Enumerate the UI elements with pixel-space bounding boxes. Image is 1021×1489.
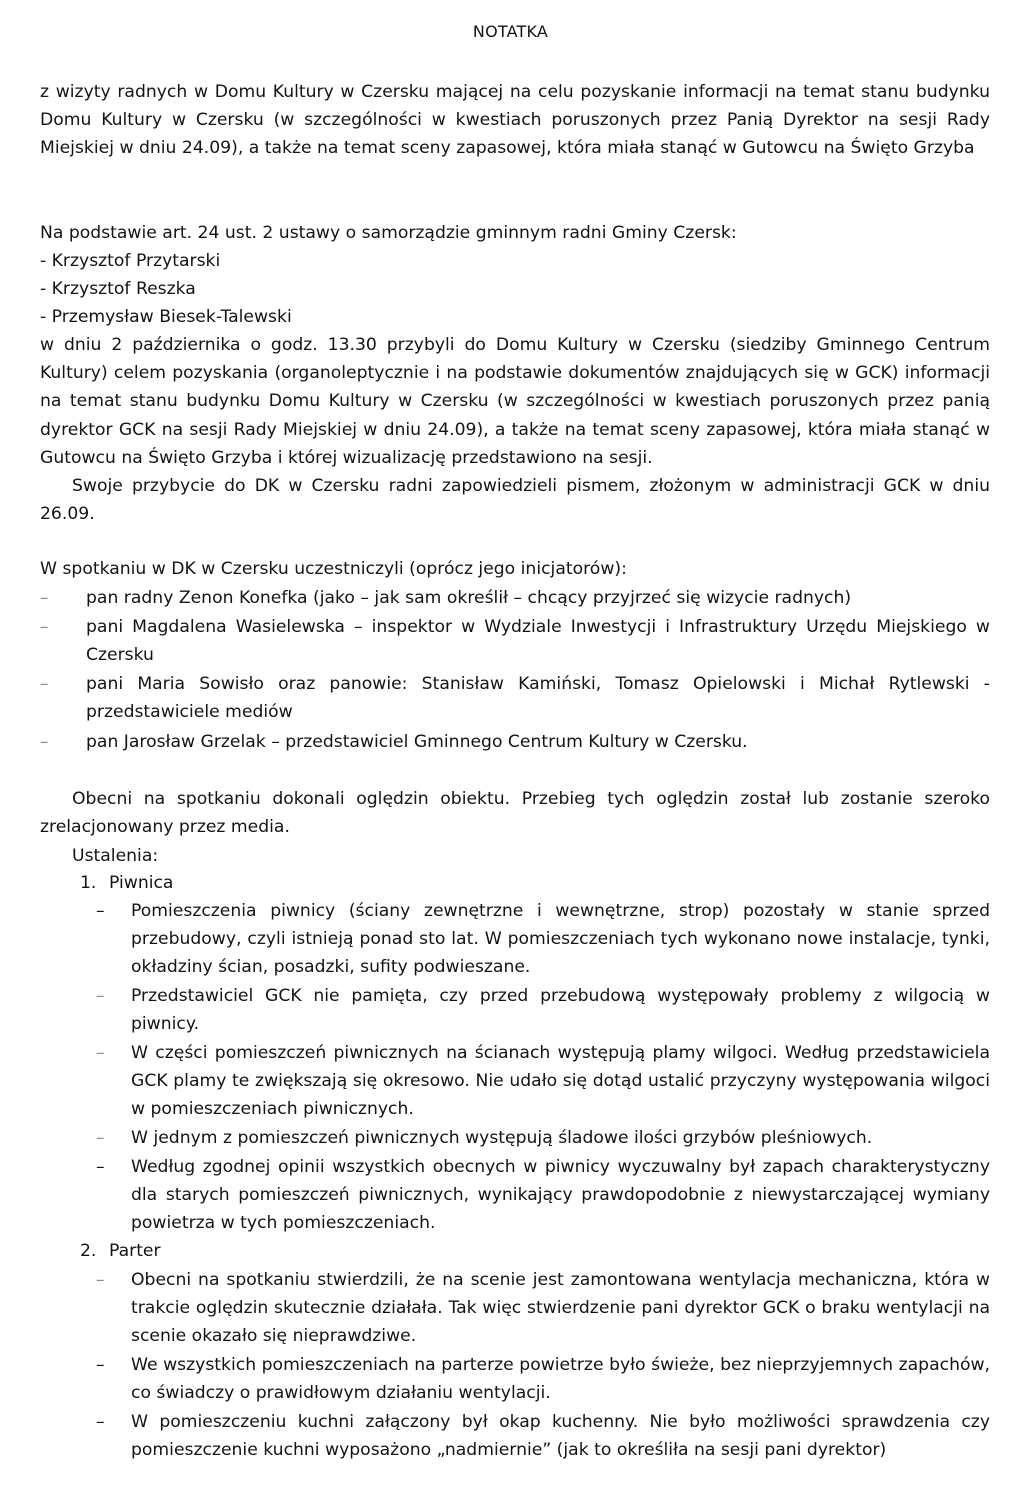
participant-item: pani Magdalena Wasielewska – inspektor w Wydziale Inwestycji i Infrastruktury Urzędu Miejskiego w Czersku [86,617,990,666]
participant-item: pani Maria Sowisło oraz panowie: Stanisław Kamiński, Tomasz Opielowski i Michał Rytlewski - przedstawiciele mediów [86,674,990,723]
page-title: NOTATKA [472,22,549,41]
dash-bullet: – [96,901,105,921]
finding-item: W części pomieszczeń piwnicznych na ścianach występują plamy wilgoci. Według przedstawiciela GCK plamy te zwiększają się okresowo. Nie udało się dotąd ustalić przyczyny występowania wilgoci w pomieszczeniach piwnicznych. [131,1043,990,1120]
dash-bullet: – [40,588,49,608]
participant-item: pan Jarosław Grzelak – przedstawiciel Gminnego Centrum Kultury w Czersku. [86,732,748,752]
legal-basis-text: Na podstawie art. 24 ust. 2 ustawy o samorządzie gminnym radni Gminy Czersk: [40,223,737,243]
dash-bullet: – [96,1270,105,1290]
finding-item: Przedstawiciel GCK nie pamięta, czy przed przebudową występowały problemy z wilgocią w piwnicy. [131,986,990,1035]
announcement-paragraph: Swoje przybycie do DK w Czersku radni zapowiedzieli pismem, złożonym w administracji GCK w dniu 26.09. [40,476,990,525]
finding-item: Według zgodnej opinii wszystkich obecnych w piwnicy wyczuwalny był zapach charakterystyczny dla starych pomieszczeń piwnicznych, wynikający prawdopodobnie z niewystarczającej wymiany powietrza w tych pomieszczeniach. [131,1157,990,1234]
section-number: 2. [80,1241,97,1261]
dash-bullet: – [96,1157,105,1177]
participants-heading: W spotkaniu w DK w Czersku uczestniczyli (oprócz jego inicjatorów): [40,559,627,579]
section-heading: Piwnica [109,873,174,893]
dash-bullet: – [40,617,49,637]
finding-item: Pomieszczenia piwnicy (ściany zewnętrzne i wewnętrzne, strop) pozostały w stanie sprzed przebudowy, czyli istnieją ponad sto lat. W pomieszczeniach tych wykonano nowe instalacje, tynki, okładziny ścian, posadzki, sufity podwieszane. [131,901,990,978]
finding-item: W pomieszczeniu kuchni załączony był okap kuchenny. Nie było możliwości sprawdzenia czy pomieszczenie kuchni wyposażono „nadmiernie” (jak to określiła na sesji pani dyrektor) [131,1412,990,1461]
councillor-item: - Przemysław Biesek-Talewski [40,307,292,327]
inspection-paragraph: Obecni na spotkaniu dokonali oględzin obiektu. Przebieg tych oględzin został lub zostanie szeroko zrelacjonowany przez media. [40,789,990,838]
dash-bullet: – [96,986,105,1006]
councillor-item: - Krzysztof Reszka [40,279,196,299]
finding-item: We wszystkich pomieszczeniach na parterze powietrze było świeże, bez nieprzyjemnych zapachów, co świadczy o prawidłowym działaniu wentylacji. [131,1355,990,1404]
councillor-item: - Krzysztof Przytarski [40,251,221,271]
finding-item: Obecni na spotkaniu stwierdzili, że na scenie jest zamontowana wentylacja mechaniczna, która w trakcie oględzin skutecznie działała. Tak więc stwierdzenie pani dyrektor GCK o braku wentylacji na scenie okazało się nieprawdziwe. [131,1270,990,1347]
visit-paragraph: w dniu 2 października o godz. 13.30 przybyli do Domu Kultury w Czersku (siedziby Gminnego Centrum Kultury) celem pozyskania (organoleptycznie i na podstawie dokumentów znajdujących się w GCK) informacji na temat stanu budynku Domu Kultury w Czersku (w szczególności w kwestiach poruszonych przez panią dyrektor GCK na sesji Rady Miejskiej w dniu 24.09), a także na temat sceny zapasowej, która miała stanąć w Gutowcu na Święto Grzyba i której wizualizację przedstawiono na sesji. [40,335,990,468]
dash-bullet: – [96,1355,105,1375]
dash-bullet: – [40,674,49,694]
findings-label: Ustalenia: [72,846,159,866]
section-number: 1. [80,873,97,893]
participant-item: pan radny Zenon Konefka (jako – jak sam określił – chcący przyjrzeć się wizycie radnych) [86,588,852,608]
section-heading: Parter [109,1241,161,1261]
dash-bullet: – [96,1412,105,1432]
intro-paragraph: z wizyty radnych w Domu Kultury w Czersku mającej na celu pozyskanie informacji na temat stanu budynku Domu Kultury w Czersku (w szczególności w kwestiach poruszonych przez Panią Dyrektor na sesji Rady Miejskiej w dniu 24.09), a także na temat sceny zapasowej, która miała stanąć w Gutowcu na Święto Grzyba [40,82,990,159]
dash-bullet: – [40,732,49,752]
dash-bullet: – [96,1128,105,1148]
finding-item: W jednym z pomieszczeń piwnicznych występują śladowe ilości grzybów pleśniowych. [131,1128,873,1148]
dash-bullet: – [96,1043,105,1063]
